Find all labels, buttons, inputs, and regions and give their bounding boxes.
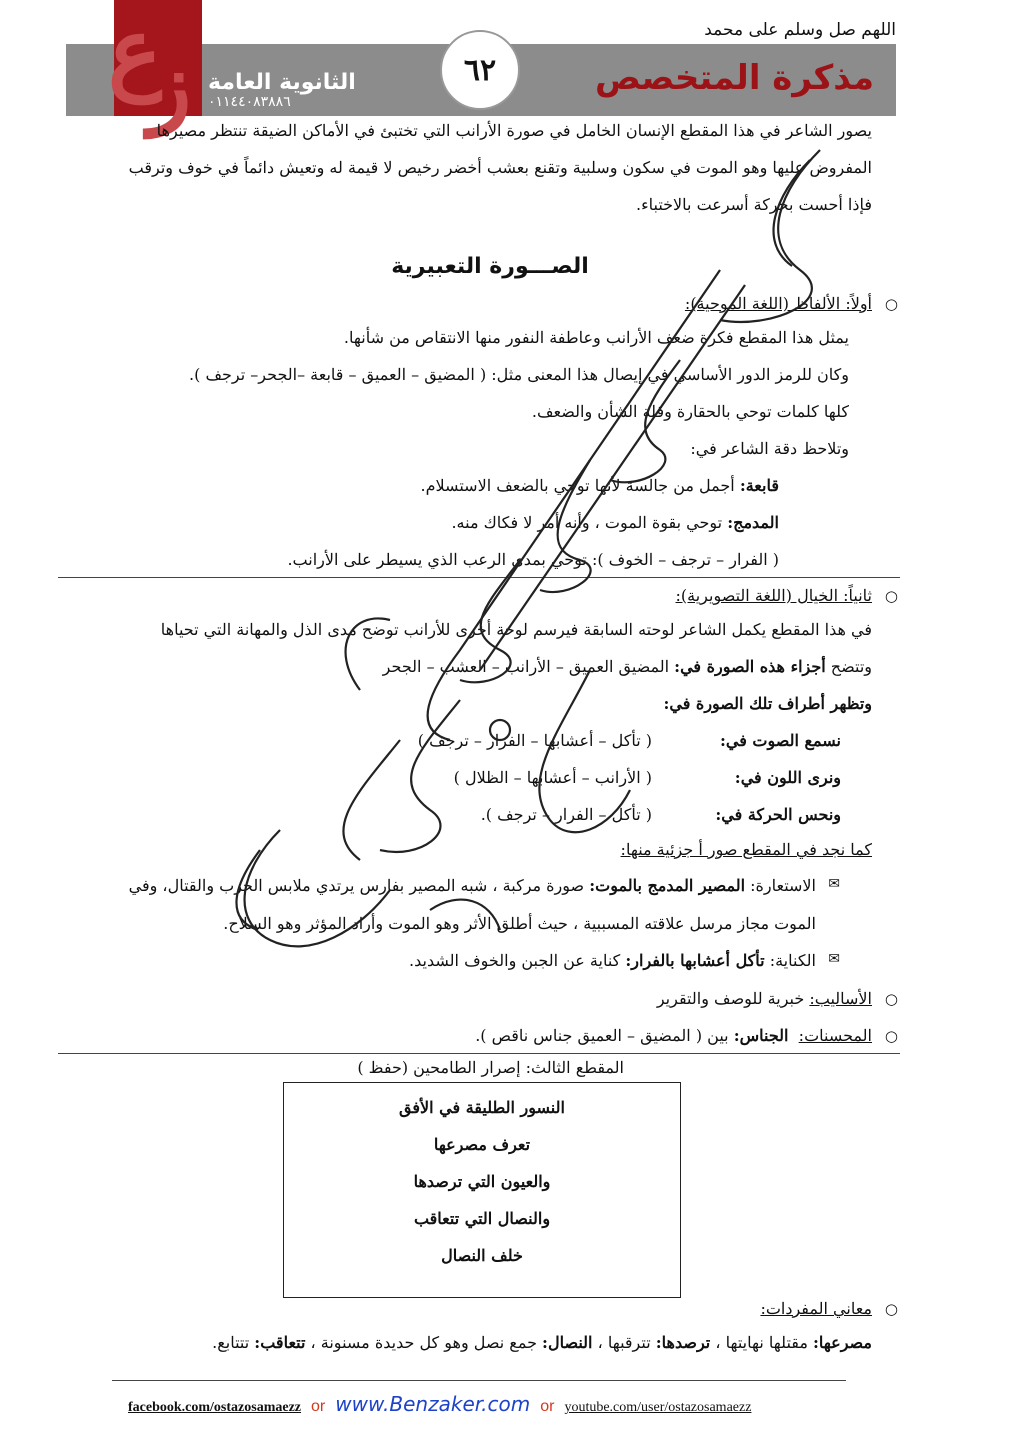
vocab-title: معاني المفردات: ○ xyxy=(760,1299,872,1318)
section-heading: الصـــورة التعبيرية xyxy=(391,254,589,279)
footer-divider xyxy=(112,1380,846,1381)
styles-label: الأساليب: xyxy=(809,989,872,1008)
section1-line-1: يمثل هذا المقطع فكرة ضعف الأرانب وعاطفة النفور منها الانتقاص من شأنها. xyxy=(343,328,849,347)
sound-label: نسمع الصوت في: xyxy=(719,731,841,750)
parts-text: المضيق العميق – الأرانب – العشب – الجحر xyxy=(382,657,675,676)
facebook-link[interactable]: facebook.com/ostazosamaezz xyxy=(128,1400,302,1415)
section1-line-2: وكان للرمز الدور الأساسي في إيصال هذا المعنى مثل: ( المضيق – العميق – قابعة –الجحر– ترجف ). xyxy=(189,365,849,384)
divider-2 xyxy=(58,1053,900,1054)
section2-line-1: في هذا المقطع يكمل الشاعر لوحته السابقة فيرسم لوحة أخرى للأرانب توضح مدى الذل والمهانة التي تحياها xyxy=(160,620,872,639)
parts-label: أجزاء هذه الصورة في: xyxy=(674,657,826,676)
metaphor-line-2: الموت مجاز مرسل علاقته المسببية ، حيث أطلق الأثر وهو الموت وأراد المؤثر وهو السلاح. xyxy=(223,914,816,933)
prayer-header: اللهم صل وسلم على محمد xyxy=(704,20,896,40)
qabea-label: قابعة: xyxy=(739,476,779,495)
phone-number: ٠١١٤٤٠٨٣٨٨٦ xyxy=(208,94,291,110)
poem-line-1: النسور الطليقة في الأفق xyxy=(399,1098,565,1117)
mudmaj-text: توحي بقوة الموت ، وأنه أمر لا فكاك منه. xyxy=(451,513,728,532)
qabea-text: أجمل من جالسة لأنها توحي بالضعف الاستسلام. xyxy=(420,476,740,495)
kinaya-label: تأكل أعشابها بالفرار: xyxy=(625,951,765,970)
section3-title: المقطع الثالث: إصرار الطامحين (حفظ ) xyxy=(357,1058,624,1077)
styles-text: خبرية للوصف والتقرير xyxy=(656,989,810,1008)
farar-line: ( الفرار – ترجف – الخوف ): توحي بمدى الرعب الذي يسيطر على الأرانب. xyxy=(287,550,779,569)
parts-line xyxy=(383,657,872,676)
intro-line-1: يصور الشاعر في هذا المقطع الإنسان الخامل في صورة الأرانب التي تختبئ في الأماكن الضيقة تنتظر مصيرها xyxy=(156,121,872,140)
metaphor-label: المصير المدمج بالموت: xyxy=(589,876,746,895)
benzaker-link[interactable]: www.Benzaker.com xyxy=(335,1392,531,1416)
page-number: ٦٢ xyxy=(440,30,520,110)
kinaya-line xyxy=(409,951,816,970)
parts-prefix: وتتضح xyxy=(825,657,872,676)
metaphor-text: صورة مركبة ، شبه المصير بفارس يرتدي ملابس الحرب والقتال، وفي xyxy=(128,876,590,895)
poem-line-2: تعرف مصرعها xyxy=(433,1135,531,1154)
vocab-line: مصرعها: مقتلها نهايتها ، ترصدها: تترقبها ، النصال: جمع نصل وهو كل حديدة مسنونة ، تتعاقب: تتتابع. xyxy=(212,1333,872,1352)
poem-line-3: والعيون التي ترصدها xyxy=(413,1172,551,1191)
divider-1 xyxy=(58,577,900,578)
section1-title: أولاً: الألفاظ (اللغة الموحية): ○ xyxy=(685,294,872,313)
jinas-label: الجناس: xyxy=(733,1026,789,1045)
sound-text: ( تأكل – أعشابها – الفرار – ترجف ) xyxy=(417,731,652,750)
school-name: الثانوية العامة xyxy=(208,70,356,95)
motion-text: ( تأكل – الفرار – ترجف ). xyxy=(480,805,652,824)
or-separator-1: or xyxy=(311,1398,326,1415)
metaphor-prefix: الاستعارة: xyxy=(745,876,816,895)
kinaya-text: كناية عن الجبن والخوف الشديد. xyxy=(409,951,626,970)
or-separator-2: or xyxy=(540,1398,555,1415)
embellish-text: بين ( المضيق – العميق جناس ناقص ). xyxy=(475,1026,734,1045)
sides-label: وتظهر أطراف تلك الصورة في: xyxy=(663,694,872,713)
embellish-line xyxy=(475,1026,872,1045)
qabea-line xyxy=(421,476,779,495)
poem-box xyxy=(283,1082,681,1298)
youtube-link[interactable]: youtube.com/user/ostazosamaezz xyxy=(564,1400,752,1415)
kinaya-prefix: الكناية: xyxy=(764,951,816,970)
intro-line-2: المفروض عليها وهو الموت في سكون وسلبية وتقنع بعشب أخضر رخيص لا قيمة له وتعيش دائماً في خوف وترقب xyxy=(128,158,872,177)
metaphor-line xyxy=(129,876,816,895)
embellish-label: المحسنات: xyxy=(798,1026,872,1045)
brand-title: مذكرة المتخصص xyxy=(594,58,874,98)
color-label: ونرى اللون في: xyxy=(734,768,841,787)
mudmaj-line xyxy=(451,513,779,532)
color-text: ( الأرانب – أعشابها – الظلال ) xyxy=(453,768,652,787)
motion-label: ونحس الحركة في: xyxy=(715,805,841,824)
section1-line-3: كلها كلمات توحي بالحقارة وقلة الشأن والضعف. xyxy=(531,402,849,421)
section2-title: ثانياً: الخيال (اللغة التصويرية): ○ xyxy=(676,586,873,605)
partial-images-title: كما نجد في المقطع صور أ جزئية منها: xyxy=(620,840,872,859)
mudmaj-label: المدمج: xyxy=(727,513,779,532)
poem-line-5: خلف النصال xyxy=(441,1246,523,1265)
intro-line-3: فإذا أحست بحركة أسرعت بالاختباء. xyxy=(636,195,872,214)
footer-links xyxy=(128,1392,840,1416)
section1-line-4: وتلاحظ دقة الشاعر في: xyxy=(690,439,849,458)
styles-line xyxy=(657,989,872,1008)
poem-line-4: والنصال التي تتعاقب xyxy=(413,1209,551,1228)
logo-artwork: ع ز xyxy=(114,0,202,116)
